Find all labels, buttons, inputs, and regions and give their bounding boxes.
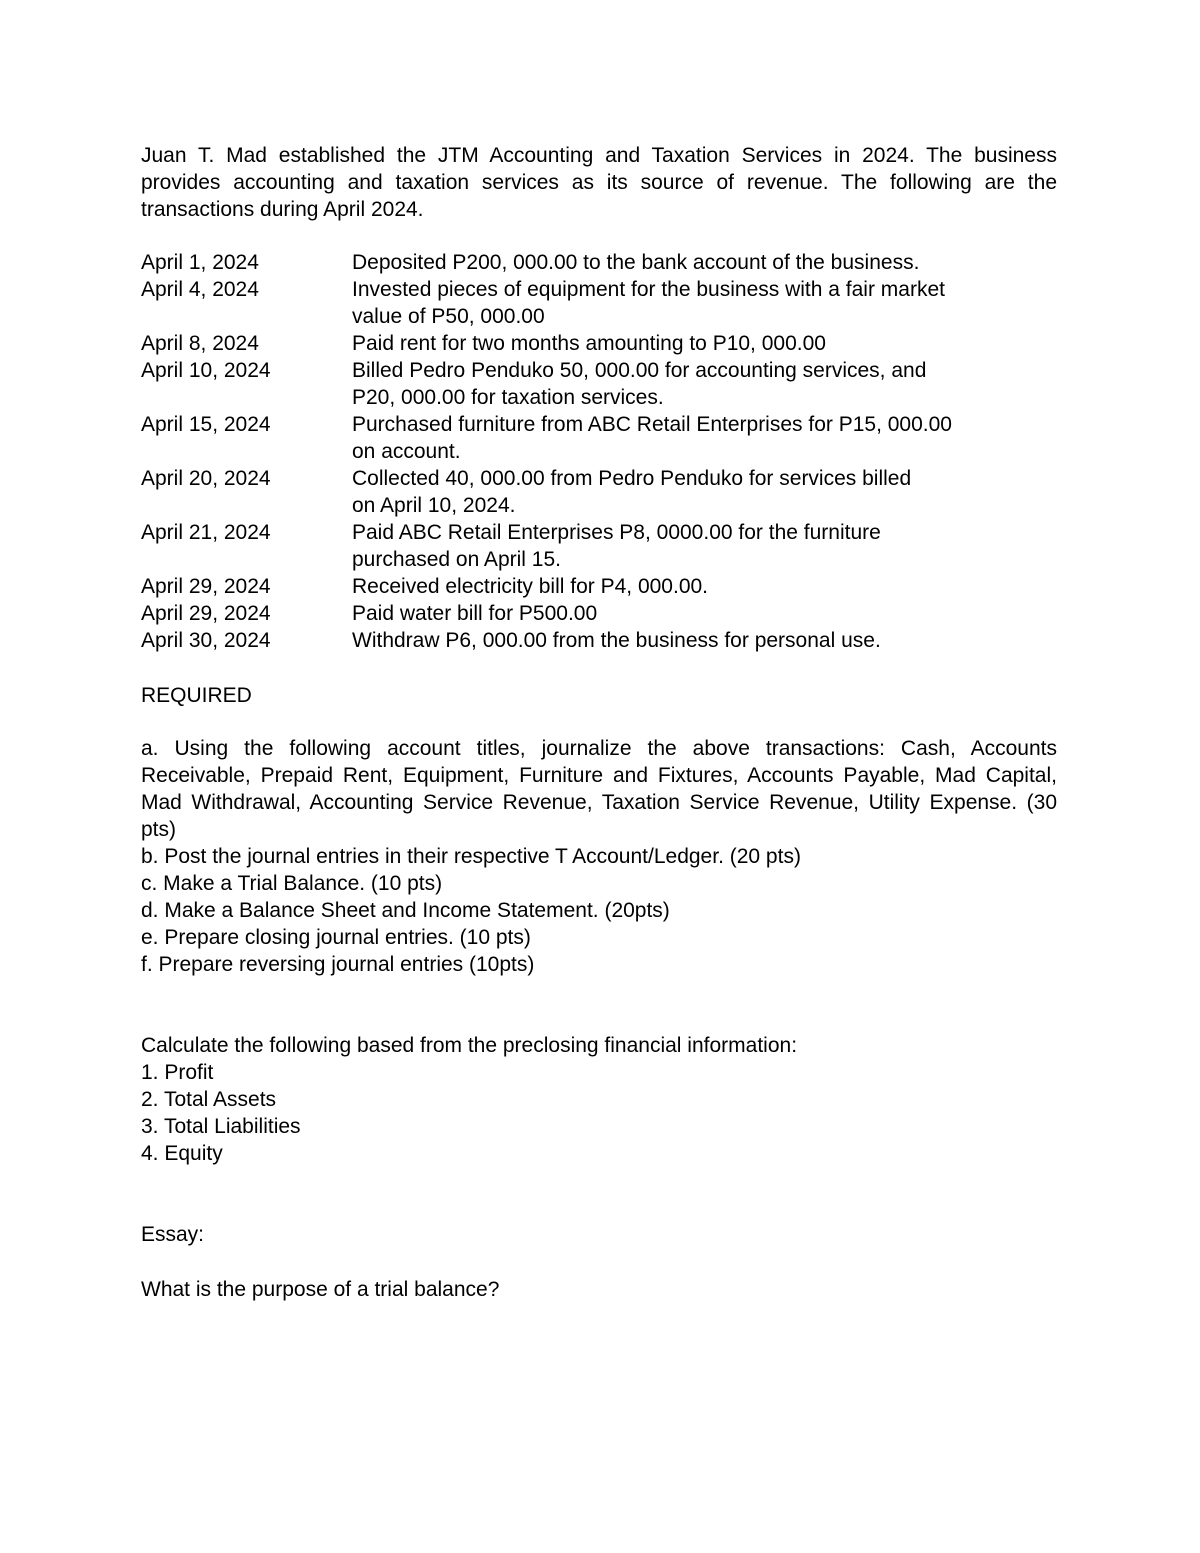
- required-item: f. Prepare reversing journal entries (10pts): [141, 953, 535, 976]
- transaction-date: April 20, 2024: [141, 467, 271, 490]
- calculate-item: 1. Profit: [141, 1061, 214, 1084]
- transaction-row: [141, 600, 1057, 627]
- transaction-row: [141, 411, 1057, 465]
- transaction-date: April 30, 2024: [141, 629, 271, 652]
- required-item: b. Post the journal entries in their respective T Account/Ledger. (20 pts): [141, 845, 801, 868]
- transaction-row: [141, 627, 1057, 654]
- transaction-description: Deposited P200, 000.00 to the bank account of the business.: [352, 251, 920, 274]
- transaction-description: Purchased furniture from ABC Retail Enterprises for P15, 000.00 on account.: [352, 413, 952, 463]
- transaction-description: Paid ABC Retail Enterprises P8, 0000.00 for the furniture purchased on April 15.: [352, 521, 881, 571]
- calculate-section: [141, 1032, 1057, 1167]
- transaction-description: Billed Pedro Penduko 50, 000.00 for accounting services, and P20, 000.00 for taxation services.: [352, 359, 927, 409]
- calculate-item: 2. Total Assets: [141, 1088, 277, 1111]
- transaction-row: [141, 519, 1057, 573]
- transaction-description: Collected 40, 000.00 from Pedro Penduko for services billed on April 10, 2024.: [352, 467, 912, 517]
- required-list: [141, 735, 1057, 978]
- transaction-description: Paid water bill for P500.00: [352, 602, 598, 625]
- transactions-table: [141, 249, 1057, 654]
- required-item: c. Make a Trial Balance. (10 pts): [141, 872, 443, 895]
- required-item: d. Make a Balance Sheet and Income Statement. (20pts): [141, 899, 670, 922]
- intro-paragraph: Juan T. Mad established the JTM Accounting and Taxation Services in 2024. The business provides accounting and taxation services as its source of revenue. The following are the transactions during April 2024.: [141, 144, 1057, 221]
- transaction-date: April 8, 2024: [141, 332, 259, 355]
- transaction-date: April 4, 2024: [141, 278, 259, 301]
- essay-heading: Essay:: [141, 1223, 205, 1246]
- transaction-row: [141, 276, 1057, 330]
- transaction-description: Withdraw P6, 000.00 from the business for personal use.: [352, 629, 881, 652]
- transaction-date: April 15, 2024: [141, 413, 271, 436]
- transaction-date: April 29, 2024: [141, 602, 271, 625]
- transaction-date: April 21, 2024: [141, 521, 271, 544]
- transaction-row: [141, 573, 1057, 600]
- transaction-description: Paid rent for two months amounting to P10, 000.00: [352, 332, 826, 355]
- required-heading: REQUIRED: [141, 684, 252, 707]
- transaction-description: Received electricity bill for P4, 000.00.: [352, 575, 709, 598]
- transaction-row: [141, 249, 1057, 276]
- transaction-description: Invested pieces of equipment for the business with a fair market value of P50, 000.00: [352, 278, 945, 328]
- transaction-row: [141, 330, 1057, 357]
- required-item: a. Using the following account titles, journalize the above transactions: Cash, Accounts Receivable, Prepaid Rent, Equipment, Furniture and Fixtures, Accounts Payable, Mad Capital, Mad Withdrawal, Accounting Service Revenue, Taxation Service Revenue, Utility Expense. (30 pts): [141, 737, 1057, 841]
- document-page: [141, 142, 1057, 1303]
- required-item: e. Prepare closing journal entries. (10 pts): [141, 926, 531, 949]
- transaction-row: [141, 465, 1057, 519]
- calculate-item: 3. Total Liabilities: [141, 1115, 301, 1138]
- transaction-date: April 1, 2024: [141, 251, 259, 274]
- calculate-intro: Calculate the following based from the preclosing financial information:: [141, 1034, 798, 1057]
- transaction-row: [141, 357, 1057, 411]
- transaction-date: April 29, 2024: [141, 575, 271, 598]
- calculate-item: 4. Equity: [141, 1142, 223, 1165]
- transaction-date: April 10, 2024: [141, 359, 271, 382]
- essay-question: What is the purpose of a trial balance?: [141, 1278, 500, 1301]
